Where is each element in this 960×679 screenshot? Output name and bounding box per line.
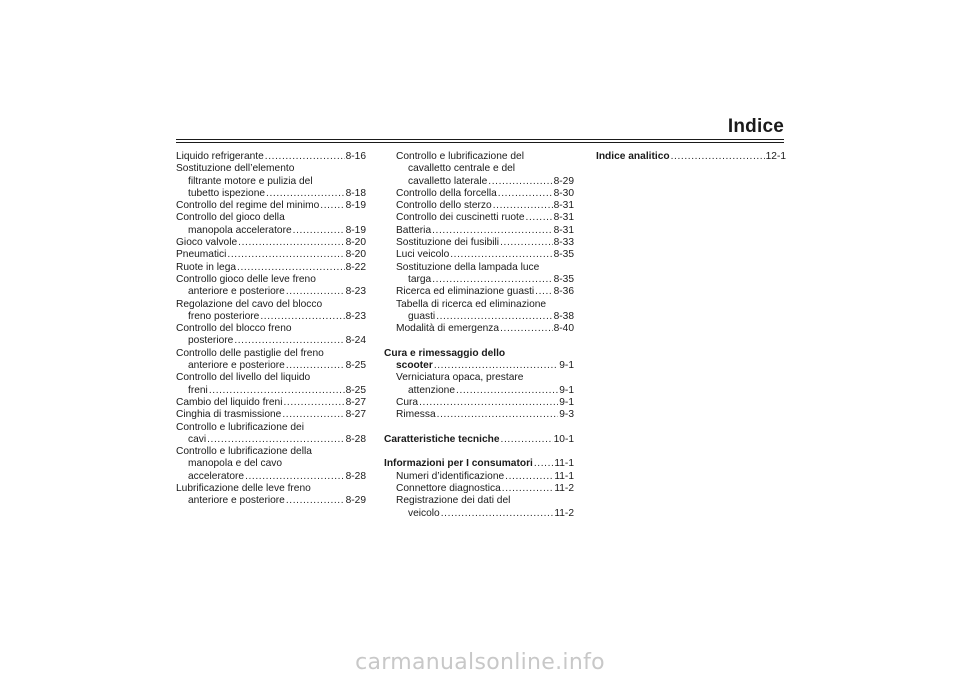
toc-entry-title: Regolazione del cavo del blocco bbox=[176, 298, 323, 310]
toc-entry-title: Sostituzione della lampada luce bbox=[396, 261, 540, 273]
toc-entry[interactable] bbox=[176, 348, 366, 373]
toc-entry-title: Verniciatura opaca, prestare bbox=[396, 372, 524, 384]
toc-entry-title: Luci veicolo bbox=[396, 249, 450, 261]
toc-entry-title: Lubrificazione delle leve freno bbox=[176, 483, 311, 495]
dot-leader bbox=[505, 471, 553, 483]
toc-entry[interactable] bbox=[384, 188, 574, 200]
toc-entry-line bbox=[176, 348, 366, 360]
toc-entry-line bbox=[384, 483, 574, 495]
toc-entry-title: cavi bbox=[188, 433, 207, 445]
toc-page-number: 8-38 bbox=[553, 310, 574, 322]
toc-entry[interactable] bbox=[176, 409, 366, 421]
toc-entry-title: Indice analitico bbox=[596, 151, 670, 162]
toc-entry-line bbox=[176, 188, 366, 200]
toc-entry-line bbox=[384, 225, 574, 237]
dot-leader bbox=[238, 237, 344, 249]
dot-leader bbox=[234, 335, 344, 347]
toc-section-heading[interactable] bbox=[384, 348, 574, 373]
toc-entry-line bbox=[384, 508, 574, 520]
toc-entry-title: Controllo del gioco della bbox=[176, 212, 285, 224]
toc-entry-line bbox=[384, 434, 574, 446]
toc-entry-title: acceleratore bbox=[188, 470, 245, 482]
toc-entry-line bbox=[176, 200, 366, 212]
toc-entry-title: Controllo del blocco freno bbox=[176, 323, 292, 335]
toc-entry-line bbox=[384, 458, 574, 470]
toc-entry-line bbox=[176, 495, 366, 507]
toc-entry[interactable] bbox=[384, 409, 574, 421]
toc-entry-line bbox=[176, 409, 366, 421]
toc-column-3 bbox=[596, 151, 786, 163]
toc-entry-title: Pneumatici bbox=[176, 249, 227, 261]
toc-entry-title: Registrazione dei dati del bbox=[396, 495, 511, 507]
toc-entry[interactable] bbox=[176, 446, 366, 483]
dot-leader bbox=[450, 249, 552, 261]
dot-leader bbox=[488, 176, 552, 188]
dot-leader bbox=[209, 385, 345, 397]
toc-entry-line bbox=[384, 471, 574, 483]
dot-leader bbox=[535, 286, 552, 298]
toc-entry-line bbox=[384, 249, 574, 261]
toc-entry-title: guasti bbox=[408, 310, 436, 322]
toc-column-2 bbox=[384, 151, 574, 520]
watermark: carmanualsonline.info bbox=[355, 650, 605, 675]
toc-entry[interactable] bbox=[384, 262, 574, 287]
dot-leader bbox=[265, 151, 345, 163]
toc-entry[interactable] bbox=[384, 397, 574, 409]
toc-entry-title: Cambio del liquido freni bbox=[176, 396, 283, 408]
toc-entry-title: Rimessa bbox=[396, 409, 436, 421]
toc-entry[interactable] bbox=[384, 483, 574, 495]
toc-entry-line bbox=[176, 151, 366, 163]
section-gap bbox=[384, 422, 574, 434]
toc-entry-line bbox=[176, 335, 366, 347]
toc-entry-line bbox=[384, 299, 574, 311]
toc-entry-title: anteriore e posteriore bbox=[188, 286, 285, 298]
toc-entry-line bbox=[384, 409, 574, 421]
dot-leader bbox=[436, 311, 552, 323]
toc-page-number: 9-1 bbox=[559, 396, 574, 408]
section-gap bbox=[384, 335, 574, 347]
toc-entry-title: Controllo e lubrificazione dei bbox=[176, 421, 304, 433]
toc-entry-title: scooter bbox=[396, 360, 433, 372]
toc-page-number: 8-31 bbox=[553, 200, 574, 212]
toc-page-number: 8-28 bbox=[345, 433, 366, 445]
toc-entry[interactable] bbox=[176, 200, 366, 212]
toc-entry-title: Modalità di emergenza bbox=[396, 323, 500, 335]
dot-leader bbox=[432, 274, 552, 286]
dot-leader bbox=[286, 360, 345, 372]
toc-entry-title: Liquido refrigerante bbox=[176, 151, 264, 162]
toc-entry[interactable] bbox=[384, 495, 574, 520]
title-rule-top bbox=[176, 139, 784, 140]
toc-page-number: 8-27 bbox=[345, 396, 366, 408]
toc-entry-title: posteriore bbox=[188, 335, 234, 347]
toc-entry-title: Cura e rimessaggio dello bbox=[384, 347, 506, 359]
toc-entry[interactable] bbox=[384, 237, 574, 249]
toc-entry-title: Numeri d’identificazione bbox=[396, 470, 505, 482]
toc-entry-line bbox=[384, 151, 574, 163]
dot-leader bbox=[500, 237, 553, 249]
toc-entry-line bbox=[176, 422, 366, 434]
dot-leader bbox=[500, 323, 553, 335]
toc-page-number: 8-20 bbox=[345, 249, 366, 261]
toc-page-number: 11-1 bbox=[554, 458, 574, 470]
toc-entry-title: Gioco valvole bbox=[176, 237, 238, 249]
toc-entry[interactable] bbox=[384, 323, 574, 335]
toc-entry-title: freni bbox=[188, 384, 208, 396]
toc-page-number: 8-35 bbox=[553, 249, 574, 261]
dot-leader bbox=[434, 360, 558, 372]
toc-entry[interactable] bbox=[176, 372, 366, 397]
toc-entry-line bbox=[176, 434, 366, 446]
dot-leader bbox=[293, 225, 345, 237]
title-rule-bottom bbox=[176, 142, 784, 143]
toc-page-number: 8-18 bbox=[345, 187, 366, 199]
toc-entry[interactable] bbox=[176, 299, 366, 324]
toc-page-number: 8-22 bbox=[345, 261, 366, 273]
toc-entry-line bbox=[176, 274, 366, 286]
toc-entry-title: freno posteriore bbox=[188, 310, 260, 322]
toc-entry[interactable] bbox=[384, 471, 574, 483]
toc-entry-line bbox=[176, 458, 366, 470]
toc-entry-line bbox=[596, 151, 786, 163]
toc-section-heading[interactable] bbox=[596, 151, 786, 163]
toc-entry-title: Caratteristiche tecniche bbox=[384, 433, 500, 445]
toc-entry-line bbox=[384, 385, 574, 397]
toc-entry-line bbox=[176, 385, 366, 397]
toc-entry-line bbox=[384, 495, 574, 507]
toc-entry-line bbox=[176, 237, 366, 249]
toc-entry-title: Controllo del livello del liquido bbox=[176, 372, 311, 384]
toc-entry-title: manopola acceleratore bbox=[188, 224, 292, 236]
toc-page-number: 10-1 bbox=[553, 433, 574, 445]
toc-entry[interactable] bbox=[176, 274, 366, 299]
toc-entry-line bbox=[384, 372, 574, 384]
toc-entry-line bbox=[176, 176, 366, 188]
toc-entry-title: Ruote in lega bbox=[176, 261, 237, 273]
toc-entry[interactable] bbox=[176, 151, 366, 163]
toc-entry[interactable] bbox=[384, 372, 574, 397]
toc-entry-title: manopola e del cavo bbox=[188, 458, 283, 470]
toc-entry-line bbox=[176, 483, 366, 495]
toc-entry-title: Batteria bbox=[396, 224, 432, 236]
toc-entry-line bbox=[384, 397, 574, 409]
toc-entry-title: anteriore e posteriore bbox=[188, 495, 285, 507]
toc-entry-line bbox=[384, 360, 574, 372]
dot-leader bbox=[526, 212, 553, 224]
toc-entry-title: Controllo della forcella bbox=[396, 187, 497, 199]
toc-entry-title: Ricerca ed eliminazione guasti bbox=[396, 286, 535, 298]
toc-entry-line bbox=[384, 348, 574, 360]
toc-entry[interactable] bbox=[176, 212, 366, 237]
toc-entry-line bbox=[176, 286, 366, 298]
section-gap bbox=[384, 446, 574, 458]
toc-page-number: 8-36 bbox=[553, 286, 574, 298]
toc-section-heading[interactable] bbox=[384, 434, 574, 446]
toc-page-number: 8-23 bbox=[345, 286, 366, 298]
dot-leader bbox=[283, 397, 344, 409]
toc-page-number: 9-1 bbox=[559, 360, 574, 372]
dot-leader bbox=[419, 397, 558, 409]
toc-entry[interactable] bbox=[384, 212, 574, 224]
toc-page-number: 11-1 bbox=[554, 470, 574, 482]
toc-page-number: 9-3 bbox=[559, 409, 574, 421]
toc-page-number: 8-24 bbox=[345, 335, 366, 347]
toc-entry-title: Controllo del regime del minimo bbox=[176, 200, 320, 212]
toc-page-number: 8-19 bbox=[345, 224, 366, 236]
toc-entry-title: veicolo bbox=[408, 507, 440, 519]
toc-entry-title: Controllo gioco delle leve freno bbox=[176, 273, 316, 285]
dot-leader bbox=[260, 311, 344, 323]
toc-page-number: 8-16 bbox=[345, 151, 366, 162]
toc-entry-title: tubetto ispezione bbox=[188, 187, 266, 199]
dot-leader bbox=[266, 188, 345, 200]
dot-leader bbox=[207, 434, 344, 446]
toc-entry-line bbox=[176, 397, 366, 409]
toc-entry-line bbox=[384, 274, 574, 286]
toc-entry-line bbox=[384, 311, 574, 323]
toc-page-number: 8-40 bbox=[553, 323, 574, 335]
toc-entry-line bbox=[176, 299, 366, 311]
toc-entry-line bbox=[384, 163, 574, 175]
toc-entry-line bbox=[176, 372, 366, 384]
dot-leader bbox=[227, 249, 344, 261]
toc-entry-line bbox=[384, 212, 574, 224]
toc-entry-line bbox=[384, 286, 574, 298]
toc-entry-title: Controllo e lubrificazione della bbox=[176, 446, 312, 458]
toc-page-number: 12-1 bbox=[765, 151, 786, 162]
dot-leader bbox=[432, 225, 553, 237]
dot-leader bbox=[498, 188, 553, 200]
toc-entry-line bbox=[384, 176, 574, 188]
toc-page-number: 8-23 bbox=[345, 310, 366, 322]
toc-entry-line bbox=[384, 200, 574, 212]
dot-leader bbox=[282, 409, 344, 421]
toc-entry-title: anteriore e posteriore bbox=[188, 360, 285, 372]
toc-entry[interactable] bbox=[176, 397, 366, 409]
toc-entry[interactable] bbox=[384, 225, 574, 237]
toc-page-number: 9-1 bbox=[559, 384, 574, 396]
toc-page-number: 11-2 bbox=[554, 483, 574, 495]
toc-entry-title: Tabella di ricerca ed eliminazione bbox=[396, 298, 547, 310]
toc-page-number: 8-20 bbox=[345, 237, 366, 249]
page-title: Indice bbox=[727, 116, 784, 137]
toc-page-number: 8-29 bbox=[553, 175, 574, 187]
toc-entry-line bbox=[384, 237, 574, 249]
dot-leader bbox=[502, 483, 554, 495]
toc-entry-title: Sostituzione dell’elemento bbox=[176, 163, 295, 175]
toc-entry-title: filtrante motore e pulizia del bbox=[188, 175, 313, 187]
toc-entry-line bbox=[384, 188, 574, 200]
toc-entry-line bbox=[384, 323, 574, 335]
toc-entry[interactable] bbox=[384, 200, 574, 212]
toc-entry[interactable] bbox=[176, 249, 366, 261]
toc-entry-title: cavalletto centrale e del bbox=[408, 163, 516, 175]
toc-entry[interactable] bbox=[176, 163, 366, 200]
toc-entry-title: Controllo delle pastiglie del freno bbox=[176, 347, 324, 359]
toc-page-number: 8-25 bbox=[345, 384, 366, 396]
toc-page-number: 8-27 bbox=[345, 409, 366, 421]
dot-leader bbox=[286, 495, 345, 507]
toc-entry-line bbox=[176, 323, 366, 335]
toc-section-heading[interactable] bbox=[384, 458, 574, 470]
toc-entry-title: Controllo dei cuscinetti ruote bbox=[396, 212, 525, 224]
toc-entry[interactable] bbox=[384, 151, 574, 188]
dot-leader bbox=[493, 200, 553, 212]
toc-entry[interactable] bbox=[176, 323, 366, 348]
toc-entry-line bbox=[176, 360, 366, 372]
dot-leader bbox=[437, 409, 559, 421]
dot-leader bbox=[501, 434, 553, 446]
toc-entry-line bbox=[176, 225, 366, 237]
toc-page-number: 8-28 bbox=[345, 470, 366, 482]
toc-page-number: 8-33 bbox=[553, 237, 574, 249]
toc-entry-line bbox=[384, 262, 574, 274]
toc-entry[interactable] bbox=[384, 286, 574, 298]
toc-page-number: 8-31 bbox=[553, 212, 574, 224]
toc-entry-title: Sostituzione dei fusibili bbox=[396, 237, 500, 249]
toc-entry-line bbox=[176, 311, 366, 323]
toc-page-number: 8-31 bbox=[553, 224, 574, 236]
toc-entry-title: attenzione bbox=[408, 384, 456, 396]
toc-page-number: 8-19 bbox=[345, 200, 366, 212]
toc-entry-title: Cura bbox=[396, 396, 419, 408]
dot-leader bbox=[245, 471, 345, 483]
dot-leader bbox=[286, 286, 345, 298]
toc-entry-title: Informazioni per I consumatori bbox=[384, 458, 533, 470]
toc-column-1 bbox=[176, 151, 366, 508]
toc-page-number: 8-35 bbox=[553, 273, 574, 285]
dot-leader bbox=[320, 200, 344, 212]
toc-entry-title: Controllo e lubrificazione del bbox=[396, 151, 524, 162]
toc-page-number: 11-2 bbox=[554, 507, 574, 519]
toc-entry-line bbox=[176, 471, 366, 483]
toc-entry[interactable] bbox=[176, 422, 366, 447]
toc-entry-title: Controllo dello sterzo bbox=[396, 200, 492, 212]
dot-leader bbox=[441, 508, 554, 520]
dot-leader bbox=[237, 262, 345, 274]
toc-entry-line bbox=[176, 262, 366, 274]
dot-leader bbox=[534, 458, 553, 470]
toc-entry-line bbox=[176, 212, 366, 224]
toc-page-number: 8-25 bbox=[345, 360, 366, 372]
toc-entry-title: Cinghia di trasmissione bbox=[176, 409, 282, 421]
toc-entry-line bbox=[176, 446, 366, 458]
toc-entry[interactable] bbox=[176, 237, 366, 249]
toc-entry[interactable] bbox=[384, 299, 574, 324]
toc-entry-title: cavalletto laterale bbox=[408, 175, 488, 187]
toc-entry-line bbox=[176, 163, 366, 175]
toc-entry[interactable] bbox=[384, 249, 574, 261]
toc-entry-line bbox=[176, 249, 366, 261]
dot-leader bbox=[671, 151, 765, 163]
toc-entry-title: Connettore diagnostica bbox=[396, 483, 501, 495]
toc-page-number: 8-29 bbox=[345, 495, 366, 507]
toc-entry[interactable] bbox=[176, 262, 366, 274]
toc-page-number: 8-30 bbox=[553, 187, 574, 199]
toc-entry[interactable] bbox=[176, 483, 366, 508]
toc-entry-title: targa bbox=[408, 273, 432, 285]
dot-leader bbox=[456, 385, 558, 397]
